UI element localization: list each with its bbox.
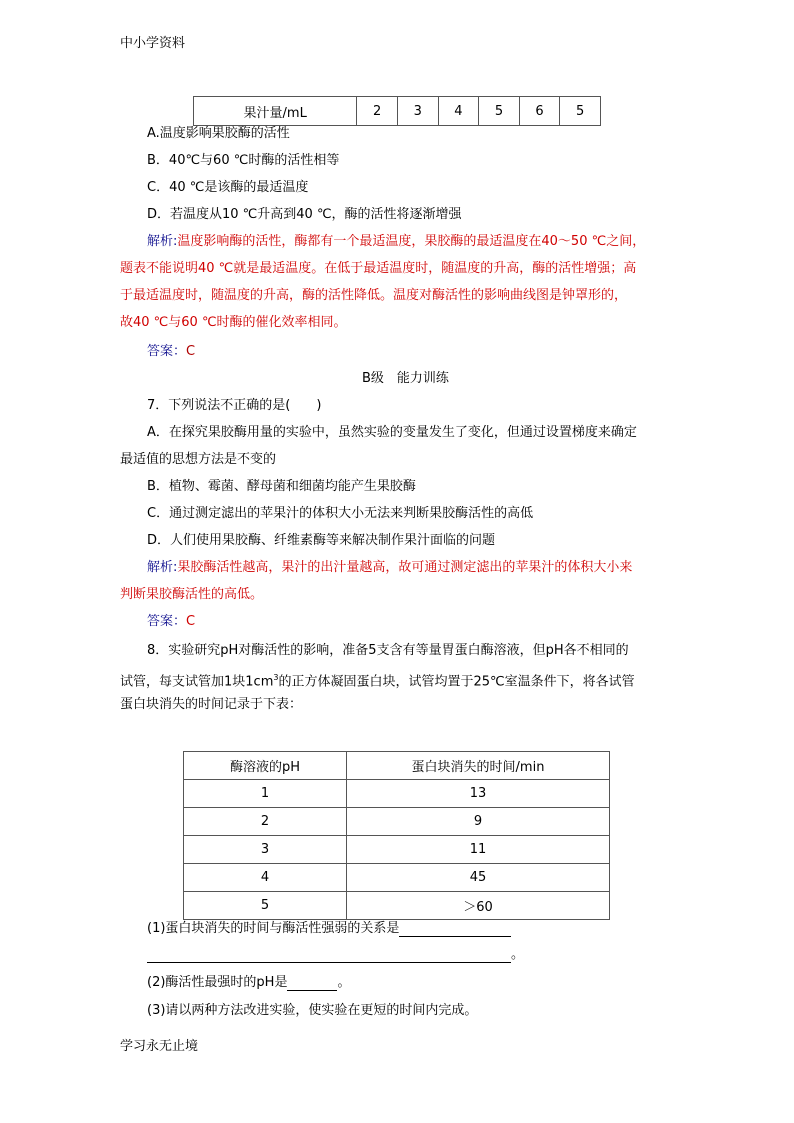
analysis-text: 温度影响酶的活性，酶都有一个最适温度，果胶酶的最适温度在40～50 ℃之间， [177, 234, 646, 249]
q7-option-a-cont: 最适值的思想方法是不变的 [120, 452, 277, 467]
table-cell: 13 [347, 780, 610, 808]
table-cell: 9 [347, 808, 610, 836]
analysis-label: 解析: [147, 560, 178, 575]
section-title: B级 能力训练 [362, 371, 449, 386]
page-footer: 学习永无止境 [120, 1039, 199, 1054]
table-cell: 11 [347, 836, 610, 864]
q7-option-b: B．植物、霉菌、酵母菌和细菌均能产生果胶酶 [147, 479, 416, 494]
q6-analysis-line [147, 234, 645, 250]
page-header: 中小学资料 [120, 36, 186, 51]
q6-option-c: C．40 ℃是该酶的最适温度 [147, 180, 309, 195]
juice-volume-table [193, 96, 601, 126]
q8-sub3: (3)请以两种方法改进实验，使实验在更短的时间内完成。 [147, 1003, 478, 1018]
q8-sub1 [147, 921, 511, 937]
analysis-label: 解析: [147, 234, 178, 249]
table-row [184, 808, 610, 836]
table-row [184, 864, 610, 892]
analysis-text: 果胶酶活性越高，果汁的出汁量越高，故可通过测定滤出的苹果汁的体积大小来 [177, 560, 633, 575]
superscript: 3 [273, 673, 279, 682]
table-cell: 1 [184, 780, 347, 808]
q8-stem-line: 8．实验研究pH对酶活性的影响，准备5支含有等量胃蛋白酶溶液，但pH各不相同的 [147, 643, 629, 658]
q6-analysis-line: 故40 ℃与60 ℃时酶的催化效率相同。 [120, 315, 347, 330]
table-cell: 5 [479, 97, 520, 126]
answer-blank[interactable] [287, 978, 337, 991]
q8-sub2 [147, 975, 350, 991]
answer-blank[interactable] [147, 950, 511, 963]
table-header-cell: 酶溶液的pH [184, 752, 347, 780]
q7-analysis-line: 判断果胶酶活性的高低。 [120, 587, 264, 602]
table-cell: 5 [184, 892, 347, 920]
ph-time-table [183, 751, 610, 920]
q8-stem-line [120, 670, 635, 690]
table-row [184, 836, 610, 864]
q8-stem-text: 的正方体凝固蛋白块，试管均置于25℃室温条件下，将各试管 [278, 674, 635, 690]
q7-analysis-line [147, 560, 632, 576]
q8-stem-text: 试管，每支试管加1块1cm [120, 674, 274, 690]
table-cell: 3 [184, 836, 347, 864]
q6-option-a: A.温度影响果胶酶的活性 [147, 126, 290, 141]
table-row [184, 780, 610, 808]
answer-value: C [186, 614, 196, 629]
table-cell: 6 [519, 97, 560, 126]
period: 。 [511, 947, 525, 962]
period: 。 [337, 975, 351, 990]
q6-option-b: B．40℃与60 ℃时酶的活性相等 [147, 153, 340, 168]
table-row [184, 892, 610, 920]
table-cell: 4 [438, 97, 479, 126]
q7-option-d: D．人们使用果胶酶、纤维素酶等来解决制作果汁面临的问题 [147, 533, 496, 548]
q8-sub1-text: (1)蛋白块消失的时间与酶活性强弱的关系是 [147, 921, 400, 936]
table-cell: 4 [184, 864, 347, 892]
q8-sub2-text: (2)酶活性最强时的pH是 [147, 975, 288, 990]
table-header-cell: 果汁量/mL [194, 97, 357, 126]
answer-blank[interactable] [399, 924, 511, 937]
q6-option-d: D．若温度从10 ℃升高到40 ℃，酶的活性将逐渐增强 [147, 207, 462, 222]
answer-label: 答案： [147, 344, 187, 359]
q7-stem: 7．下列说法不正确的是( ) [147, 398, 322, 413]
q6-analysis-line: 于最适温度时，随温度的升高，酶的活性降低。温度对酶活性的影响曲线图是钟罩形的， [120, 288, 628, 303]
q8-stem-line: 蛋白块消失的时间记录于下表： [120, 697, 303, 712]
q7-option-a: A．在探究果胶酶用量的实验中，虽然实验的变量发生了变化，但通过设置梯度来确定 [147, 425, 637, 440]
answer-label: 答案： [147, 614, 187, 629]
table-cell: 2 [184, 808, 347, 836]
table-cell: 45 [347, 864, 610, 892]
table-cell: 5 [560, 97, 601, 126]
q6-analysis-line: 题表不能说明40 ℃就是最适温度。在低于最适温度时，随温度的升高，酶的活性增强；高 [120, 261, 637, 276]
table-header-cell: 蛋白块消失的时间/min [347, 752, 610, 780]
q7-option-c: C．通过测定滤出的苹果汁的体积大小无法来判断果胶酶活性的高低 [147, 506, 534, 521]
q7-answer [147, 614, 195, 630]
table-row [194, 97, 601, 126]
answer-value: C [186, 344, 196, 359]
q6-answer [147, 344, 195, 360]
table-cell: ＞60 [347, 892, 610, 920]
table-header-row [184, 752, 610, 780]
q8-sub1-cont [147, 947, 524, 963]
table-cell: 3 [397, 97, 438, 126]
table-cell: 2 [357, 97, 398, 126]
